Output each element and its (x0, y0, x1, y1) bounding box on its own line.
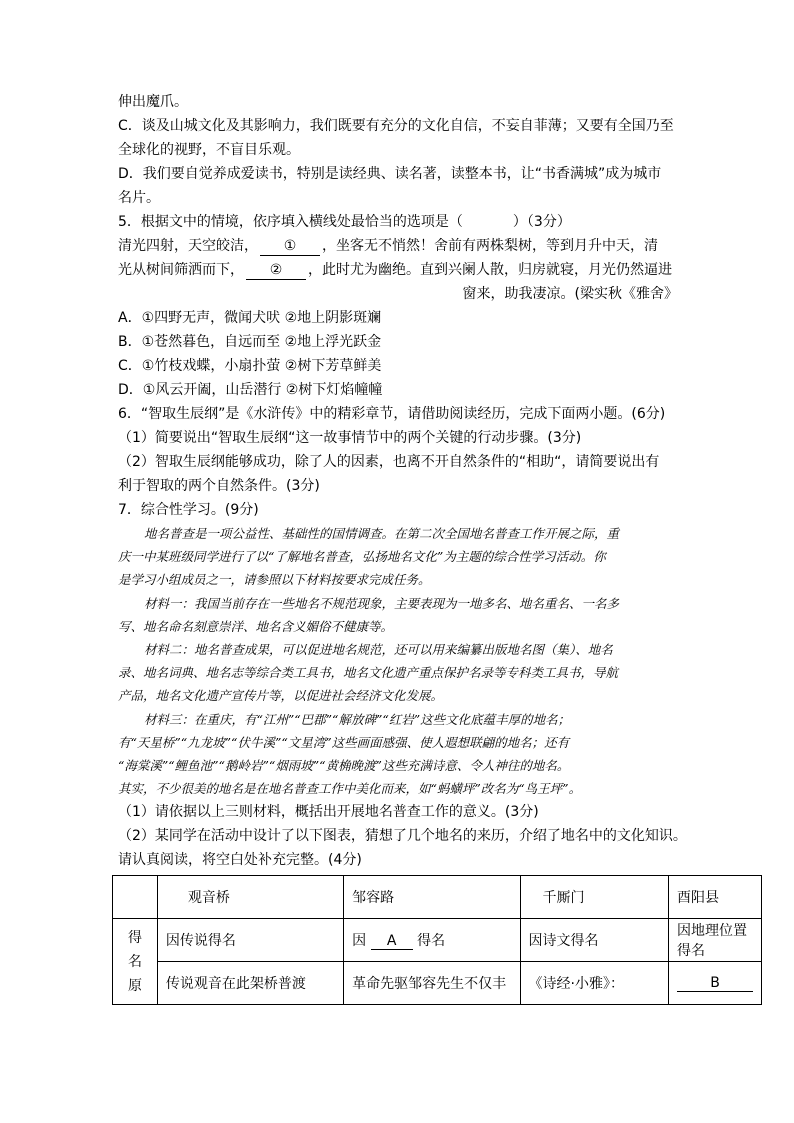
material-3: 其实，不少很美的地名是在地名普查工作中美化而来，如“蚂蟥坪”改名为“鸟王坪”。 (118, 781, 582, 797)
table-corner-cell (113, 876, 158, 919)
table-cell-with-blank (669, 962, 762, 1005)
material-2: 产品，地名文化遗产宣传片等，以促进社会经济文化发展。 (118, 688, 444, 704)
question-6-1: （1）简要说出“智取生辰纲“这一故事情节中的两个关键的行动步骤。(3分) (118, 430, 582, 446)
table-cell: 传说观音在此架桥普渡 (157, 962, 343, 1005)
blank-b[interactable]: B (677, 975, 753, 992)
material-3: “海棠溪”“鲤鱼池”“鹅岭岩”“烟雨坡”“黄桷晚渡”这些充满诗意、令人神往的地名。 (118, 758, 570, 774)
passage-line (118, 258, 678, 282)
option-a: A．①四野无声，微闻犬吠 ②地上阴影斑斓 (118, 310, 382, 326)
table-cell: 《诗经·小雅》： (520, 962, 668, 1005)
material-3: 有“天星桥”“九龙坡”“伏牛溪”“文星湾”这些画面感强、使人遐想联翩的地名；还有 (118, 734, 570, 750)
passage-source-line: 窗来，助我凄凉。(梁实秋《雅舍》 (462, 286, 678, 302)
material-intro: 庆一中某班级同学进行了以“了解地名普查，弘扬地名文化”为主题的综合性学习活动。你 (118, 549, 606, 565)
material-1: 写、地名命名刻意崇洋、地名含义媚俗不健康等。 (118, 618, 394, 634)
question-6-2: （2）智取生辰纲能够成功，除了人的因素，也离不开自然条件的“相助“，请简要说出有 (118, 454, 660, 470)
row-label-char: 原 (127, 977, 142, 994)
table-cell: 因传说得名 (157, 919, 343, 962)
passage-line (118, 234, 678, 258)
material-2: 录、地名词典、地名志等综合类工具书，地名文化遗产重点保护名录等专科类工具书，导航 (118, 665, 619, 681)
text-line: 全球化的视野，不盲目乐观。 (118, 142, 300, 158)
table-header-cell: 千厮门 (520, 876, 668, 919)
table-cell: 因地理位置得名 (669, 919, 762, 962)
material-1: 材料一：我国当前存在一些地名不规范现象，主要表现为一地多名、地名重名、一名多 (144, 595, 620, 611)
passage-text: ，坐客无不悄然！舍前有两株梨树，等到月升中天，清 (322, 238, 658, 254)
passage-text: 清光四射，天空皎洁， (118, 238, 258, 254)
material-intro: 是学习小组成员之一，请参照以下材料按要求完成任务。 (118, 572, 431, 588)
blank-2[interactable]: ② (246, 261, 306, 280)
option-c-line: C．谈及山城文化及其影响力，我们既要有充分的文化自信，不妄自菲薄；又要有全国乃至 (118, 118, 674, 134)
row-label-char: 名 (127, 953, 142, 970)
table-header-cell: 邹容路 (344, 876, 520, 919)
blank-a[interactable]: A (371, 933, 413, 950)
question-5-stem (118, 210, 678, 234)
place-name-table (112, 875, 762, 1005)
table-header-row (113, 876, 762, 919)
passage-text: ，此时尤为幽绝。直到兴阑人散，归房就寝，月光仍然逼进 (308, 262, 672, 278)
question-7: 7．综合性学习。(9分) (118, 502, 259, 518)
q5-stem-text: 5．根据文中的情境，依序填入横线处最恰当的选项是（ (118, 214, 463, 230)
option-d-line: D．我们要自觉养成爱读书，特别是读经典、读名著，读整本书，让“书香满城”成为城市 (118, 166, 662, 182)
option-b: B．①苍然暮色，自远而至 ②地上浮光跃金 (118, 334, 382, 350)
table-cell: 革命先驱邹容先生不仅丰 (344, 962, 520, 1005)
table-cell: 因诗文得名 (520, 919, 668, 962)
material-3: 材料三：在重庆，有“江州”“巴郡”“解放碑”“红岩”这些文化底蕴丰厚的地名； (144, 711, 571, 727)
option-c: C．①竹枝戏蝶，小扇扑萤 ②树下芳草鲜美 (118, 358, 382, 374)
q5-stem-tail: ）（3分） (512, 214, 571, 230)
table-cell-with-blank (344, 919, 520, 962)
cell-text: 得名 (417, 933, 446, 949)
table-header-cell: 观音桥 (157, 876, 343, 919)
row-label-char: 得 (127, 929, 142, 946)
text-line: 伸出魔爪。 (118, 94, 188, 110)
table-row (113, 962, 762, 1005)
text-line: 名片。 (118, 190, 160, 206)
question-7-2: （2）某同学在活动中设计了以下图表，猜想了几个地名的来历，介绍了地名中的文化知识。 (118, 828, 687, 845)
cell-text: 因 (352, 933, 367, 949)
passage-text: 光从树间筛洒而下， (118, 262, 244, 278)
question-7-1: （1）请依据以上三则材料，概括出开展地名普查工作的意义。(3分) (118, 804, 539, 821)
question-6: 6．“智取生辰纲”是《水浒传》中的精彩章节，请借助阅读经历，完成下面两小题。(6分) (118, 406, 666, 422)
question-7-2-cont: 请认真阅读，将空白处补充完整。(4分) (118, 852, 362, 869)
material-2: 材料二：地名普查成果，可以促进地名规范，还可以用来编纂出版地名图（集）、地名 (144, 642, 613, 658)
row-label-cell (113, 919, 158, 1005)
material-intro: 地名普查是一项公益性、基础性的国情调查。在第二次全国地名普查工作开展之际，重 (144, 526, 620, 541)
option-d: D．①风云开阖，山岳潜行 ②树下灯焰幢幢 (118, 382, 383, 398)
table-row (113, 919, 762, 962)
question-6-2-cont: 利于智取的两个自然条件。(3分) (118, 478, 320, 494)
blank-1[interactable]: ① (260, 237, 320, 256)
table-header-cell: 酉阳县 (669, 876, 762, 919)
document-page (118, 90, 687, 872)
